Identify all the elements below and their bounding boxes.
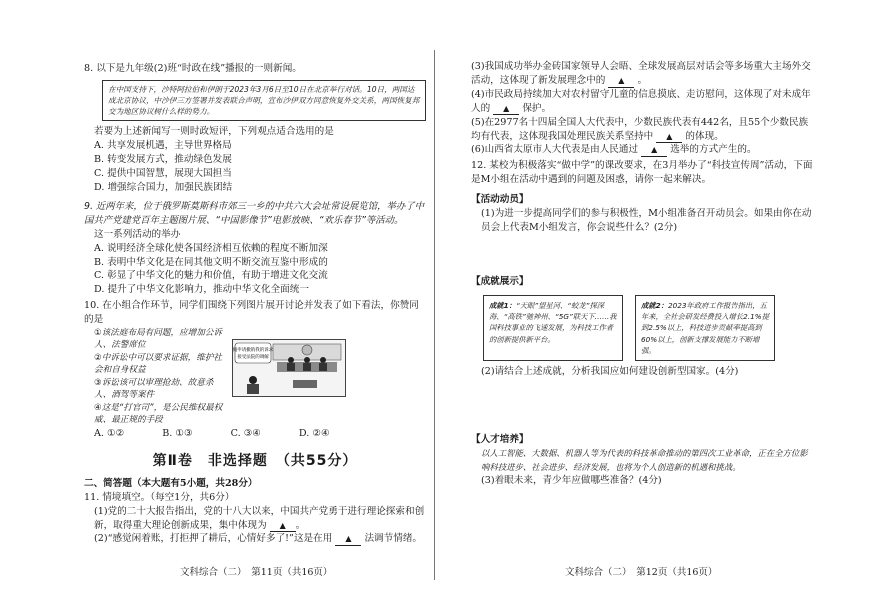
q11-item-2-text: (2)“感觉闲着账，打拒押了耕后，心情好多了!”这是在用 — [94, 533, 333, 545]
achievement-2-text: 2023年政府工作报告指出，五年来，全社会研发经费投入增长2.1%提到2.5%以上，科技进步贡献率提高到60%以上，创新支撑发展能力不断增强。 — [641, 300, 769, 355]
q10-option-a: A. ①② — [94, 427, 125, 439]
answer-blank[interactable]: ▲ — [270, 520, 296, 533]
answer-space-2[interactable] — [471, 379, 813, 427]
q11-item-4 — [471, 88, 813, 116]
answer-space-1[interactable] — [471, 235, 813, 269]
q10-stem: 10. 在小组合作环节，同学们围绕下列图片展开讨论并发表了如下看法，你赞同的是 — [84, 300, 419, 326]
achievement-1-text: “天眼”望星河、“蛟龙”探深海、“高铁”驰神州、“5G”联天下……我国科技事业的飞速发展，为科技工作者的创新提供新平台。 — [489, 300, 617, 344]
cartoon-speech-text-2: 接受法院的调解 — [237, 355, 269, 360]
q10-options — [84, 427, 426, 441]
q9-option-a: A. 说明经济全球化使各国经济相互依赖的程度不断加深 — [94, 242, 328, 254]
q12-question-1: (1)为进一步提高同学们的参与积极性，M小组准备召开动员会。如果由你在动员会上代表M小组发言，你会说些什么？(2分) — [481, 208, 812, 233]
q11-item-5-tail: 的体现。 — [685, 130, 724, 142]
page-footer-left: 文科综合（二） 第11页（共16页） — [180, 567, 333, 578]
q11-item-6-text: (6)山西省太原市人大代表是由人民通过 — [471, 144, 639, 156]
achievement-2 — [635, 295, 775, 361]
q10-view-2: ②中诉讼中可以要求证据，维护社会和自身权益 — [94, 352, 223, 376]
q11-item-6-tail: 选举的方式产生的。 — [670, 144, 757, 156]
achievement-1 — [483, 295, 623, 361]
q12-section-talent: 【人才培养】 — [471, 434, 529, 446]
q11-item-4-text: (4)市民政局持续加大对农村留守儿童的信息摸底、走访慰问，这体现了对未成年人的 — [471, 88, 811, 114]
section2-heading: 二、简答题（本大题有5小题，共28分） — [84, 477, 258, 489]
q11-item-5 — [471, 116, 813, 144]
q11-item-2-tail: 法调节情绪。 — [364, 533, 423, 545]
q8-news-text: 在中国支持下，沙特阿拉伯和伊朗于2023年3月6日至10日在北京举行对话。10日，两国达成北京协议，中沙伊三方签署并发表联合声明，宣布沙伊双方同意恢复外交关系，两国恢复邦交为地区协议树什么样的势力。 — [108, 84, 420, 116]
q9-question: 这一系列活动的举办 — [94, 228, 181, 240]
q9-option-c: C. 彰显了中华文化的魅力和价值，有助于增进文化交流 — [94, 270, 328, 282]
part2-title: 第Ⅱ卷 非选择题 （共55分） — [152, 452, 358, 469]
q10-view-3: ③诉讼该可以审理抢劫、故意杀人、酒驾等案件 — [94, 377, 214, 401]
q11-item-4-tail: 保护。 — [522, 102, 552, 114]
q11-stem: 11. 情境填空。（每空1分，共6分） — [84, 491, 235, 503]
answer-blank[interactable]: ▲ — [608, 75, 634, 88]
cartoon-speech-text: 俺申请撤销我的诉求 — [233, 348, 274, 353]
talent-text: 以人工智能、大数据、机器人等为代表的科技革命推动的第四次工业革命，正在全方位影响科技进步、社会进步、经济发展，也将为个人创造新的机遇和挑战。 — [481, 448, 808, 472]
right-column — [471, 60, 813, 488]
q12-section-mobilize: 【活动动员】 — [471, 194, 529, 206]
achievement-1-label: 成就1： — [489, 300, 516, 310]
q10-view-1: ①该法庭布局有问题，应增加公诉人、法警席位 — [94, 328, 223, 351]
q8-option-a: A. 共享发展机遇，主导世界格局 — [94, 139, 232, 151]
achievement-2-label: 成就2： — [641, 300, 668, 310]
q11-item-3 — [471, 60, 813, 88]
q8-option-b: B. 转变发展方式，推动绿色发展 — [94, 153, 232, 165]
q10-option-c: C. ③④ — [230, 427, 261, 439]
q9-option-b: B. 表明中华文化是在同其他文明不断交流互鉴中形成的 — [94, 256, 328, 268]
q8-option-c: C. 提供中国智慧，展现大国担当 — [94, 167, 232, 179]
column-divider — [434, 50, 435, 580]
q11-item-1-text: (1)党的二十大报告指出，党的十八大以来，中国共产党勇于进行理论探索和创新，取得重大理论创新成果，集中体现为 — [94, 505, 425, 531]
q12-section-achievements: 【成就展示】 — [471, 275, 529, 287]
answer-blank[interactable]: ▲ — [641, 144, 667, 157]
q11-item-3-text: (3)我国成功举办金砖国家领导人会晤、全球发展高层对话会等多场重大主场外交活动，这体现了新发展理念中的 — [471, 61, 811, 86]
q11-item-6 — [471, 143, 813, 157]
answer-blank[interactable]: ▲ — [656, 131, 682, 144]
left-column — [84, 62, 426, 546]
q11-item-1: (1)党的二十大报告指出，党的十八大以来，中国共产党勇于进行理论探索和创新，取得重大理论创新成果，集中体现为 ▲ 。 — [94, 505, 425, 531]
q8-option-d: D. 增强综合国力，加强民族团结 — [94, 181, 233, 193]
courtroom-cartoon — [232, 339, 346, 397]
q12-question-3: (3)着眼未来，青少年应做哪些准备？(4分) — [481, 474, 662, 486]
q10-view-4: ④这是“打官司”，是公民维权最权威、最正规的手段 — [94, 402, 223, 426]
q11-item-5-text: (5)在2977名十四届全国人大代表中，少数民族代表有442名，且55个少数民族均有代表，这体现我国处理民族关系坚持中 — [471, 116, 809, 142]
q9-option-d: D. 提升了中华文化影响力，推动中华文化全面统一 — [94, 284, 309, 296]
achievement-boxes — [483, 295, 813, 361]
answer-blank[interactable]: ▲ — [335, 533, 361, 546]
answer-blank[interactable]: ▲ — [493, 103, 519, 116]
q10-option-d: D. ②④ — [298, 427, 330, 439]
q8-question: 若要为上述新闻写一则时政短评，下列观点适合选用的是 — [94, 125, 334, 137]
q12-stem: 12. 某校为积极落实“做中学”的课改要求，在3月举办了“科技宣传周”活动，下面是M小组在活动中遇到的问题及困惑，请你一起来解决。 — [471, 160, 813, 186]
q9-stem: 9. 近两年来，位于俄罗斯莫斯科市郊三一乡的中共六大会址常设展览馆，举办了中国共产党建党百年主题图片展、“中国影像节”电影放映、“欢乐春节”等活动。 — [84, 201, 425, 227]
courtroom-illustration — [233, 340, 345, 396]
page-footer-right: 文科综合（二） 第12页（共16页） — [565, 567, 718, 578]
q12-question-2: (2)请结合上述成就，分析我国应如何建设创新型国家。(4分) — [481, 366, 739, 378]
q8-stem: 8. 以下是九年级(2)班“时政在线”播报的一则新闻。 — [84, 63, 302, 74]
q10-option-b: B. ①③ — [162, 427, 193, 439]
q11-item-2 — [84, 532, 426, 546]
q11-item-3-tail: 。 — [637, 74, 648, 86]
q8-news-box — [102, 80, 426, 121]
